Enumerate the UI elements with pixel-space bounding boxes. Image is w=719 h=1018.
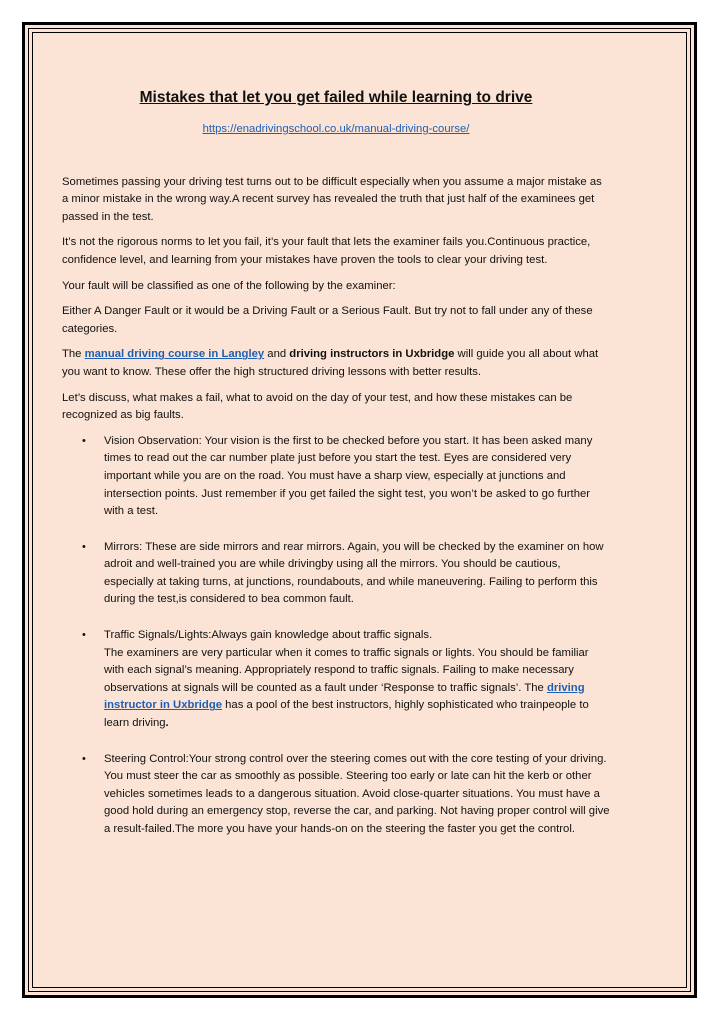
bullet-icon: • — [82, 434, 86, 447]
document-title: Mistakes that let you get failed while learning to drive — [139, 89, 533, 106]
instructors-bold-text: driving instructors in Uxbridge — [289, 348, 455, 361]
traffic-text-pre: The examiners are very particular when it comes to traffic signals or lights. You should be familiar with each signal’s meaning. Appropriately respond to traffic signals. Failing to make necessary observations at signals will be counted as a fault under ‘Response to traffic signals’. The — [104, 646, 589, 694]
paragraph-faults: It’s not the rigorous norms to let you fail, it’s your fault that lets the examiner fails you.Continuous practice, confidence level, and learning from your mistakes have proven the tools to clear your driving test. — [62, 236, 591, 266]
vision-text: Vision Observation: Your vision is the first to be checked before you start. It has been asked many times to read out the car number plate just before you start the test. Eyes are considered very important while you are on the road. You must have a sharp view, especially at junctions and intersection points. Just remember if you get failed the sight test, you won’t be asked to go further with a test. — [104, 434, 593, 518]
list-item-mirrors — [62, 539, 610, 609]
paragraph-courses — [62, 346, 610, 381]
list-item-traffic — [62, 627, 610, 733]
source-url-line — [62, 121, 610, 139]
bullet-icon: • — [82, 629, 86, 642]
mirrors-text: Mirrors: These are side mirrors and rear mirrors. Again, you will be checked by the examiner on how adroit and well-trained you are while drivingby using all the mirrors. You should be cautious, especially at taking turns, at junctions, roundabouts, and while maneuvering. Failing to perform this during the test,is considered to bea common fault. — [104, 540, 604, 606]
paragraph-classification: Your fault will be classified as one of the following by the examiner: — [62, 279, 396, 292]
traffic-end-period: . — [165, 717, 169, 730]
steering-text: Steering Control:Your strong control over the steering comes out with the core testing of your driving. You must steer the car as smoothly as possible. Steering too early or late can hit the kerb or other vehicles sometimes leads to a dangerous situation. Avoid close-quarter situations. You must have a good hold during an emergency stop, reverse the car, and parking. Not having proper control will give a result-failed.The more you have your hands-on on the steering the faster you get the control. — [104, 752, 610, 835]
courses-text-post: will guide you all about what you want to know. These offer the high structured driving lessons with better results. — [62, 348, 599, 378]
courses-text-pre: The — [62, 348, 85, 361]
source-url-link[interactable]: https://enadrivingschool.co.uk/manual-driving-course/ — [202, 123, 470, 135]
instructor-link[interactable]: driving instructor in Uxbridge — [104, 681, 585, 712]
bullet-icon: • — [82, 752, 86, 765]
list-item-vision — [62, 433, 610, 521]
list-item-steering — [62, 751, 610, 839]
traffic-heading-text: Traffic Signals/Lights:Always gain knowledge about traffic signals. — [104, 629, 433, 642]
manual-course-link[interactable]: manual driving course in Langley — [84, 348, 265, 361]
bullet-icon: • — [82, 540, 86, 553]
paragraph-intro: Sometimes passing your driving test turns out to be difficult especially when you assume a major mistake as a minor mistake in the wrong way.A recent survey has revealed the truth that just half of the examinees get passed in the test. — [62, 175, 602, 223]
courses-text-mid: and — [264, 348, 290, 361]
paragraph-fault-types: Either A Danger Fault or it would be a Driving Fault or a Serious Fault. But try not to fall under any of these categories. — [62, 305, 593, 335]
paragraph-discuss: Let’s discuss, what makes a fail, what to avoid on the day of your test, and how these mistakes can be recognized as big faults. — [62, 391, 573, 422]
traffic-text-post: has a pool of the best instructors, highly sophisticated who trainpeople to learn driving — [104, 699, 589, 730]
mistakes-list — [62, 433, 610, 839]
document-content — [62, 88, 610, 857]
